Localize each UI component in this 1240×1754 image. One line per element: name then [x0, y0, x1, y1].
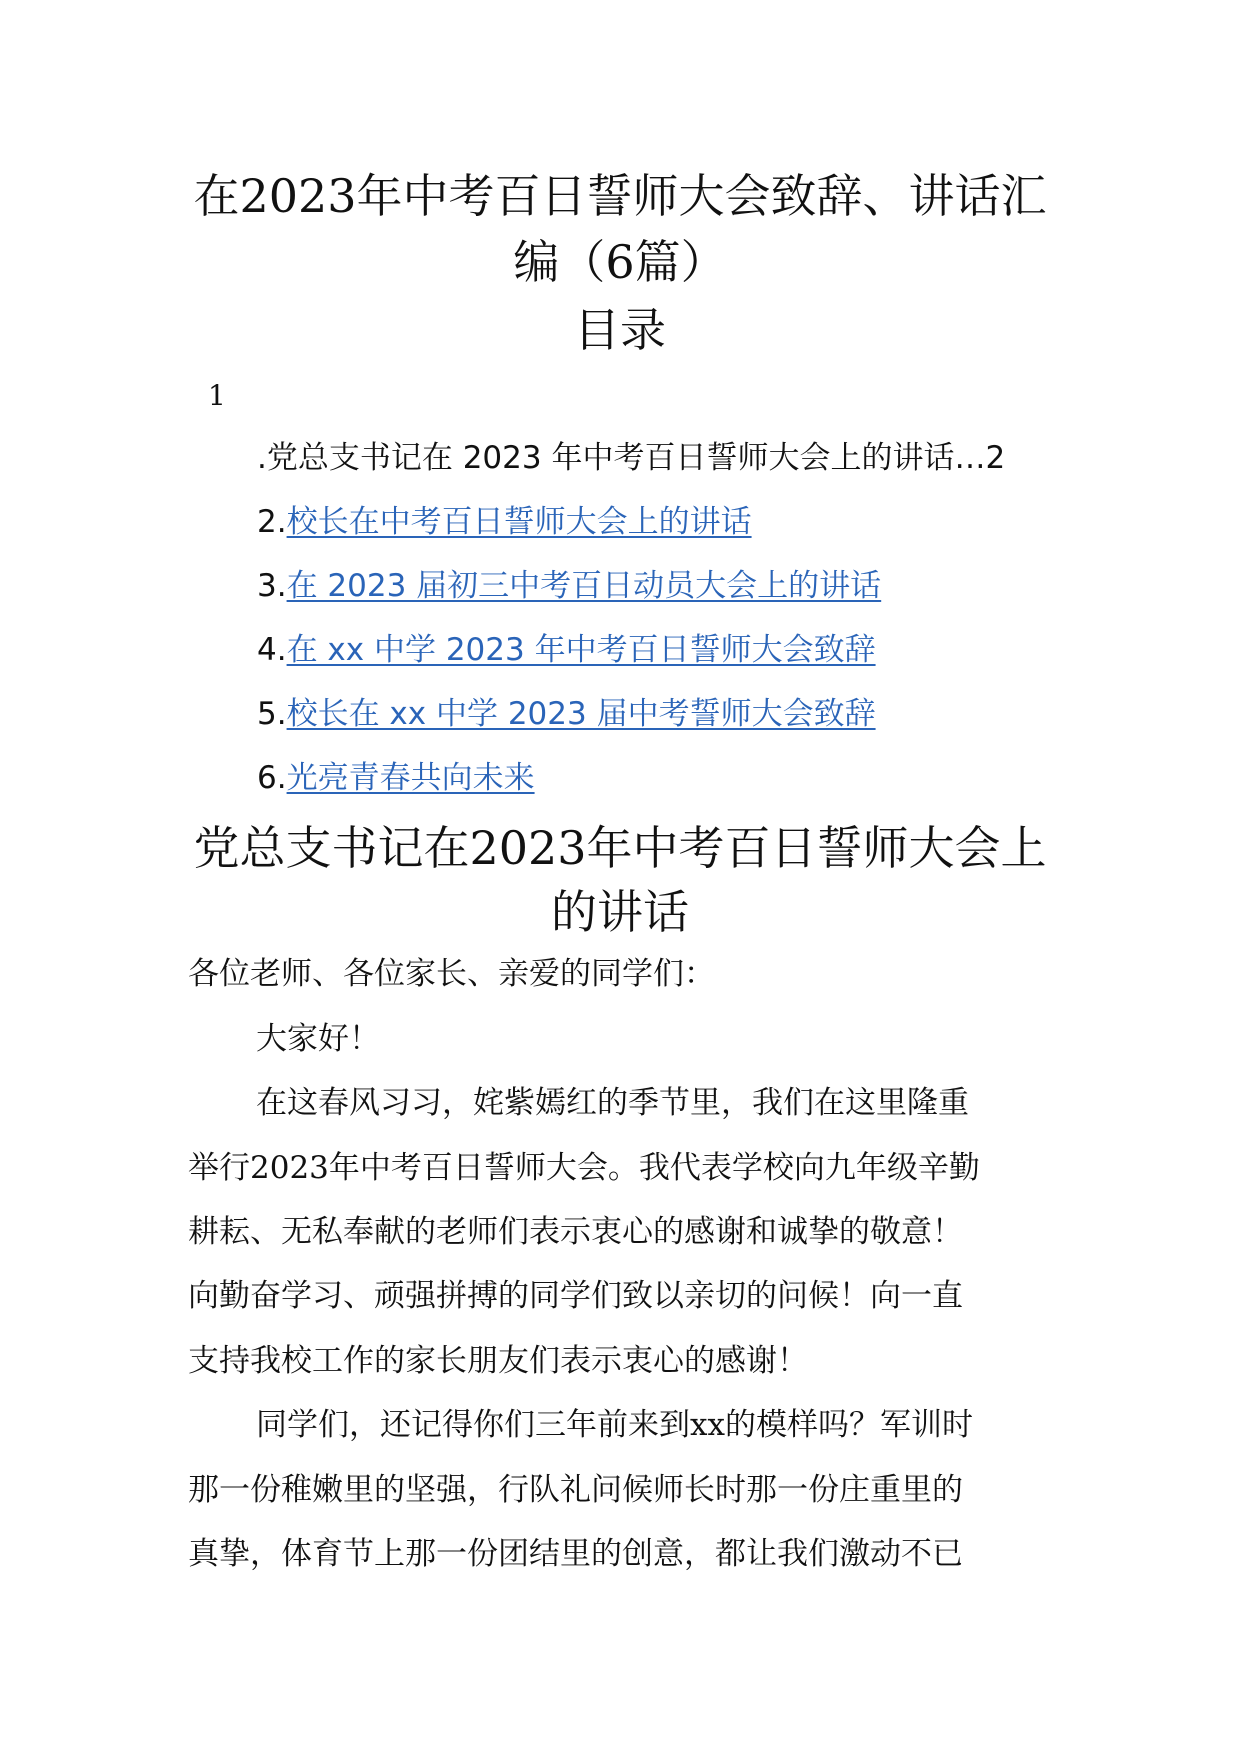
toc-link-6[interactable]: 光亮青春共向未来 [286, 760, 535, 796]
toc-item-2 [257, 502, 752, 542]
body-year: 2023 [250, 1150, 329, 1186]
toc-link-5[interactable]: 校长在 xx 中学 2023 届中考誓师大会致辞 [286, 696, 876, 732]
paragraph-1-line-5: 支持我校工作的家长朋友们表示衷心的感谢！ [188, 1343, 808, 1379]
toc-item-number: 2. [257, 504, 287, 540]
title-text: 在 [193, 169, 240, 223]
body-text: 年中考百日誓师大会。我代表学校向九年级辛勤 [328, 1150, 980, 1186]
body-text: 举行 [188, 1150, 250, 1186]
toc-item-number: 3. [257, 568, 287, 604]
body-text: 同学们，还记得你们三年前来到 [256, 1407, 690, 1443]
toc-heading: 目录 [574, 303, 666, 357]
toc-item-4 [257, 630, 876, 670]
section-title-text: 年中考百日誓师大会上 [586, 821, 1047, 875]
section-title-line-2: 的讲话 [551, 885, 689, 939]
paragraph-1-line-3: 耕耘、无私奉献的老师们表示衷心的感谢和诚挚的敬意！ [188, 1214, 963, 1250]
section-title-text: 党总支书记在 [193, 821, 470, 875]
paragraph-2-line-3: 真挚，体育节上那一份团结里的创意，都让我们激动不已 [188, 1536, 963, 1572]
paragraph-1-line-1: 在这春风习习，姹紫嫣红的季节里，我们在这里隆重 [256, 1085, 969, 1121]
paragraph-1-line-4: 向勤奋学习、顽强拼搏的同学们致以亲切的问候！向一直 [188, 1278, 963, 1314]
paragraph-2-line-1 [256, 1405, 973, 1445]
title-text: 篇） [634, 235, 727, 289]
greeting: 各位老师、各位家长、亲爱的同学们： [188, 956, 715, 992]
body-placeholder: xx [690, 1407, 725, 1443]
paragraph-2-line-2: 那一份稚嫩里的坚强，行队礼问候师长时那一份庄重里的 [188, 1472, 963, 1508]
title-count: 6 [605, 235, 635, 289]
toc-item-number: 5. [257, 696, 287, 732]
section-title-line-1 [150, 818, 1090, 878]
toc-link-2[interactable]: 校长在中考百日誓师大会上的讲话 [286, 504, 752, 540]
title-year: 2023 [239, 169, 357, 223]
section-title-year: 2023 [469, 821, 587, 875]
title-text: 年中考百日誓师大会致辞、讲话汇 [356, 169, 1047, 223]
toc-item-3 [257, 566, 881, 606]
toc-item-5 [257, 694, 876, 734]
toc-item-1-number: 1 [208, 379, 226, 412]
toc-link-4[interactable]: 在 xx 中学 2023 年中考百日誓师大会致辞 [286, 632, 876, 668]
hello-line: 大家好！ [256, 1021, 380, 1057]
title-text: 编（ [513, 235, 606, 289]
document-title-line-1 [150, 166, 1090, 226]
toc-link-3[interactable]: 在 2023 届初三中考百日动员大会上的讲话 [286, 568, 882, 604]
toc-item-number: 6. [257, 760, 287, 796]
toc-item-number: 4. [257, 632, 287, 668]
body-text: 的模样吗？军训时 [724, 1407, 973, 1443]
document-title-line-2 [150, 232, 1090, 292]
toc-item-1: .党总支书记在 2023 年中考百日誓师大会上的讲话…2 [257, 440, 1006, 476]
toc-item-6 [257, 758, 535, 798]
paragraph-1-line-2 [188, 1148, 980, 1188]
